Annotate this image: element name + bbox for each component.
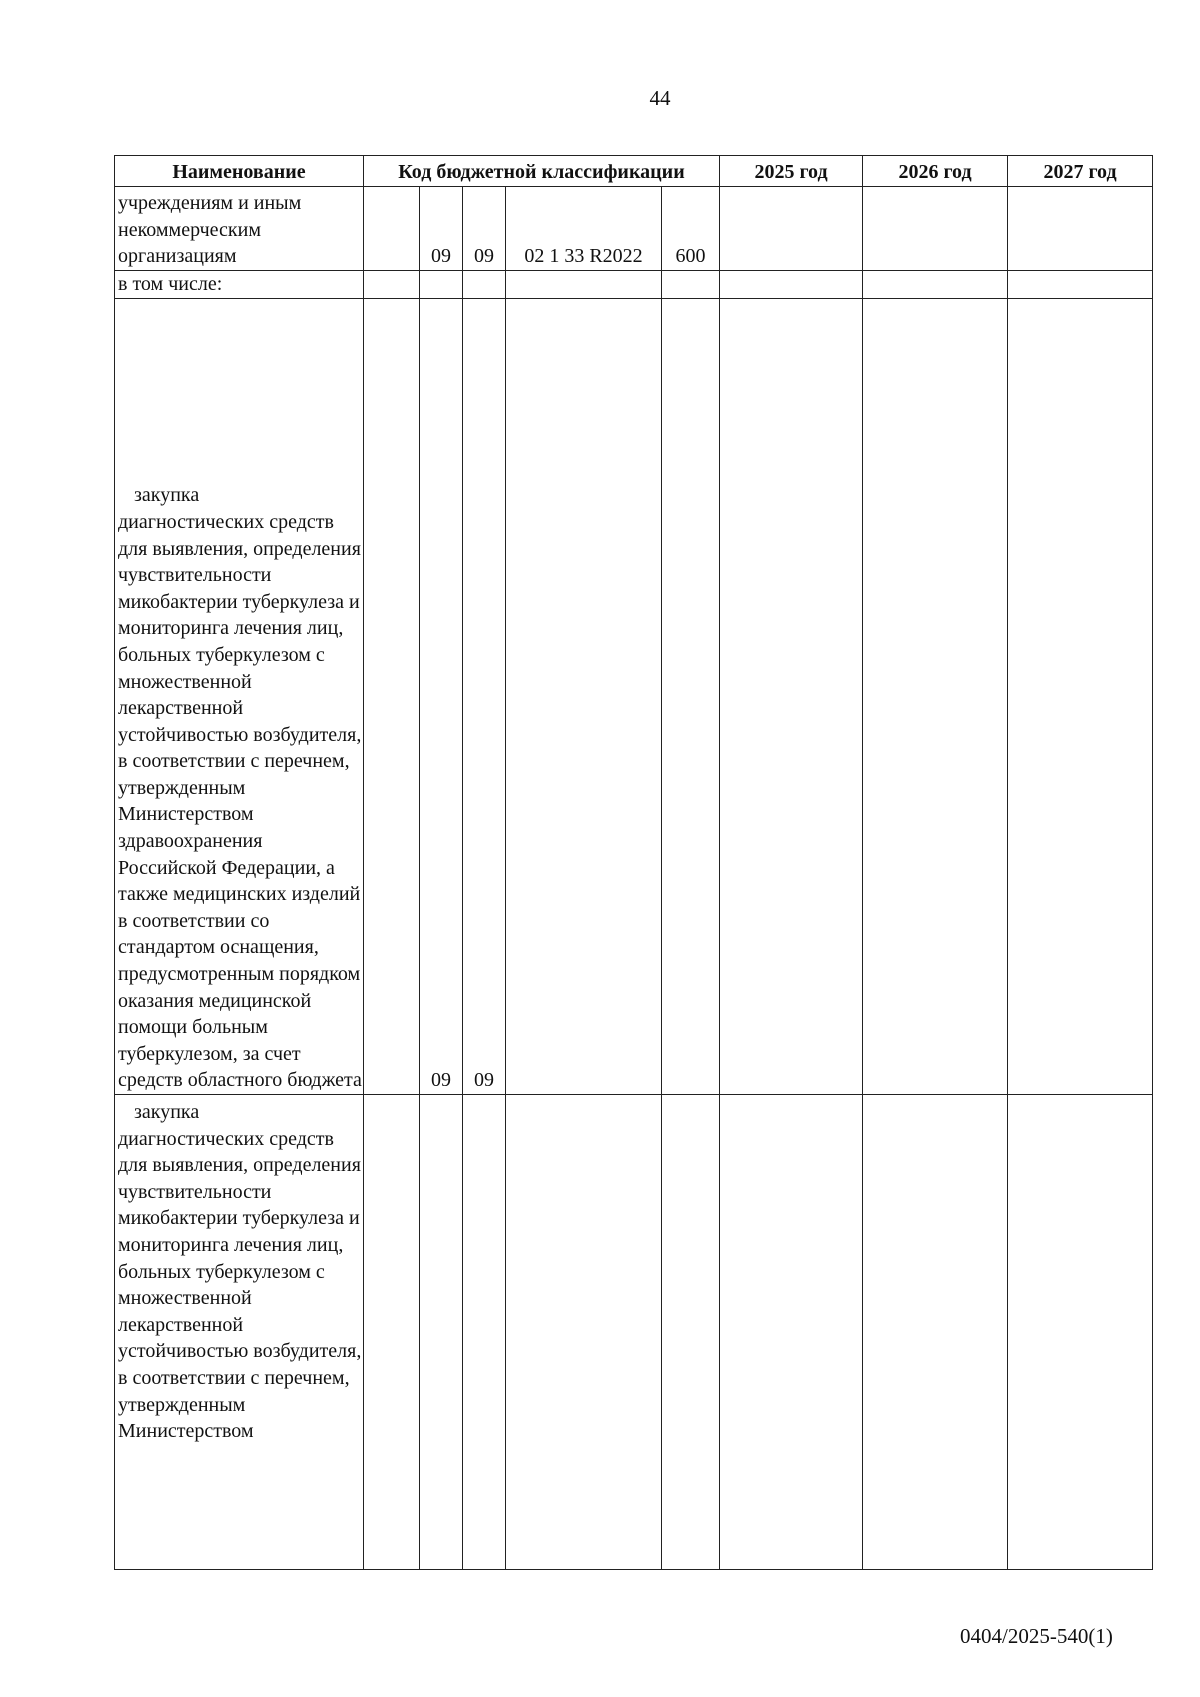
code-section	[420, 1095, 463, 1570]
row-name: учреждениям и иным некоммерческим организациям	[115, 187, 364, 271]
header-year-2025: 2025 год	[720, 156, 863, 187]
header-budget-code: Код бюджетной классификации	[364, 156, 720, 187]
row-name	[115, 299, 364, 1095]
code-section: 09	[420, 187, 463, 271]
value-2027	[1008, 1095, 1153, 1570]
code-expense-type: 600	[662, 187, 720, 271]
code-cell	[463, 271, 506, 299]
value-2027	[1008, 187, 1153, 271]
code-cell	[364, 271, 420, 299]
value-2025	[720, 271, 863, 299]
code-expense-type	[662, 1095, 720, 1570]
value-2025	[720, 299, 863, 1095]
header-name: Наименование	[115, 156, 364, 187]
row-name: в том числе:	[115, 271, 364, 299]
code-subsection: 09	[463, 299, 506, 1095]
value-2026	[863, 1095, 1008, 1570]
row-name-continuation: диагностических средств для выявления, определения чувствительности микобактерии туберкулеза и мониторинга лечения лиц, больных туберкулезом с множественной лекарственной устойчивостью возбудителя, в соответствии с перечнем, утвержденным Министерством	[118, 1127, 362, 1443]
code-cell	[364, 299, 420, 1095]
code-subsection	[463, 1095, 506, 1570]
budget-table	[114, 155, 1153, 1570]
row-name-first-line: закупка	[134, 484, 200, 507]
code-cell	[364, 1095, 420, 1570]
value-2026	[863, 187, 1008, 271]
row-name	[115, 1095, 364, 1570]
value-2026	[863, 299, 1008, 1095]
table-header-row	[115, 156, 1153, 187]
value-2025	[720, 1095, 863, 1570]
code-subsection: 09	[463, 187, 506, 271]
table-row	[115, 299, 1153, 1095]
code-section: 09	[420, 299, 463, 1095]
header-year-2027: 2027 год	[1008, 156, 1153, 187]
page-number: 44	[649, 86, 671, 110]
table-row	[115, 271, 1153, 299]
table-row	[115, 187, 1153, 271]
value-2027	[1008, 271, 1153, 299]
document-registration-number: 0404/2025-540(1)	[960, 1624, 1113, 1648]
code-cell	[420, 271, 463, 299]
value-2027	[1008, 299, 1153, 1095]
table-row	[115, 1095, 1153, 1570]
row-name-first-line: закупка	[134, 1101, 200, 1123]
code-target-article: 02 1 33 R2022	[506, 187, 662, 271]
header-year-2026: 2026 год	[863, 156, 1008, 187]
code-cell	[506, 271, 662, 299]
row-name-continuation: диагностических средств для выявления, определения чувствительности микобактерии туберкулеза и мониторинга лечения лиц, больных туберкулезом с множественной лекарственной устойчивостью возбудителя, в соответствии с перечнем, утвержденным Министерством здравоохранения Российской Федерации, а также медицинских изделий в соответствии со стандартом оснащения, предусмотренным порядком оказания медицинской помощи больным туберкулезом, за счет средств областного бюджета	[118, 510, 362, 1092]
code-cell	[662, 271, 720, 299]
code-cell	[364, 187, 420, 271]
value-2025	[720, 187, 863, 271]
value-2026	[863, 271, 1008, 299]
code-expense-type	[662, 299, 720, 1095]
code-target-article	[506, 299, 662, 1095]
code-target-article	[506, 1095, 662, 1570]
